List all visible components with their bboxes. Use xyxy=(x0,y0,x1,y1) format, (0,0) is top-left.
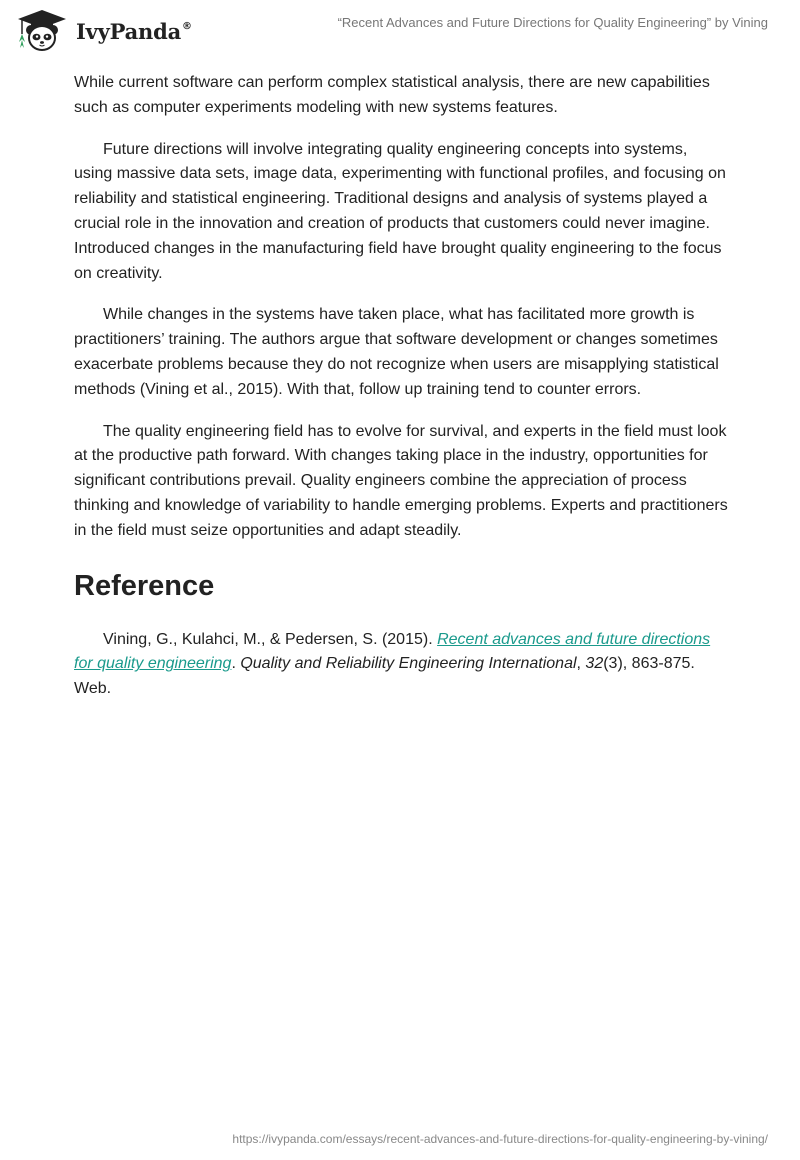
brand-name: IvyPanda® xyxy=(76,18,192,44)
paragraph-4: The quality engineering field has to evolve for survival, and experts in the field must look at the productive path forward. With changes taking place in the industry, opportunities for significant contributions prevail. Quality engineers combine the appreciation of process thinking and knowledge of variability to handle emerging problems. Experts and practitioners in the field must seize opportunities and adapt steadily. xyxy=(74,422,728,539)
reference-comma: , xyxy=(576,655,586,673)
reference-separator: . xyxy=(231,655,241,673)
paragraph-3: While changes in the systems have taken place, what has facilitated more growth is practitioners’ training. The authors argue that software development or changes sometimes exacerbate problems because they do not recognize when users are misapplying statistical methods (Vining et al., 2015). With that, follow up training tend to counter errors. xyxy=(74,306,719,398)
reference-details: (3), 863-875. Web. xyxy=(74,655,695,698)
essay-content xyxy=(74,71,728,702)
panda-graduation-cap-icon xyxy=(12,8,72,52)
reference-volume: 32 xyxy=(585,655,604,673)
reference-title-link[interactable]: Recent advances and future directions for quality engineering xyxy=(74,630,711,673)
reference-entry xyxy=(74,628,728,702)
reference-journal: Quality and Reliability Engineering International xyxy=(240,655,577,673)
footer-source-url[interactable]: https://ivypanda.com/essays/recent-advances-and-future-directions-for-quality-engineering-by-vining/ xyxy=(232,1132,768,1146)
reference-authors: Vining, G., Kulahci, M., & Pedersen, S. (2015). xyxy=(103,630,438,648)
reference-heading: Reference xyxy=(74,569,215,602)
page-header xyxy=(0,0,800,60)
registered-mark: ® xyxy=(182,20,192,32)
paragraph-1: While current software can perform complex statistical analysis, there are new capabilities such as computer experiments modeling with new systems features. xyxy=(74,74,710,116)
ivypanda-logo[interactable] xyxy=(12,8,192,52)
paragraph-2: Future directions will involve integrating quality engineering concepts into systems, using massive data sets, image data, experimenting with functional profiles, and focusing on reliability and statistical engineering. Traditional designs and analysis of systems played a crucial role in the innovation and creation of products that customers could never imagine. Introduced changes in the manufacturing field have brought quality engineering to the focus on creativity. xyxy=(74,140,726,282)
document-title: “Recent Advances and Future Directions for Quality Engineering” by Vining xyxy=(337,15,768,30)
